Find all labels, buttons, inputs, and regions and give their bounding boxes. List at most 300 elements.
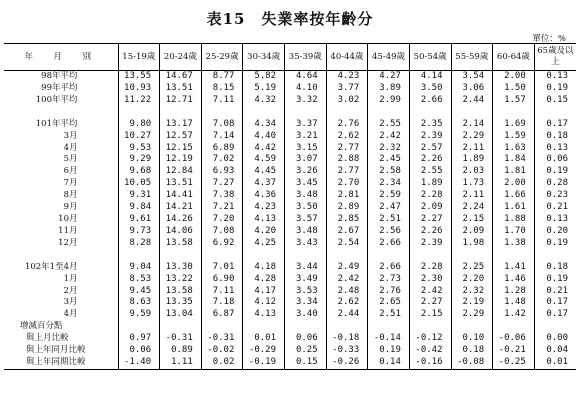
table-cell: 2.03 <box>451 166 493 178</box>
table-cell: 0.01 <box>243 333 285 345</box>
table-cell: 4.27 <box>368 71 410 83</box>
table-cell: 2.66 <box>368 262 410 274</box>
table-cell: 7.21 <box>201 202 243 214</box>
table-cell: 0.15 <box>285 357 327 369</box>
table-cell: 13.51 <box>160 178 202 190</box>
table-row <box>4 166 576 178</box>
table-cell <box>243 321 285 333</box>
header-year-month: 年 月 別 <box>4 44 118 71</box>
table-cell: 3.53 <box>285 286 327 298</box>
table-cell: 4.20 <box>243 226 285 238</box>
table-cell: 2.51 <box>368 309 410 321</box>
table-cell <box>201 321 243 333</box>
header-age-65-plus: 65歲及以上 <box>534 44 576 71</box>
table-cell: -0.08 <box>451 357 493 369</box>
table-cell: 13.35 <box>160 297 202 309</box>
table-cell: 2.81 <box>326 190 368 202</box>
table-cell: 1.50 <box>493 83 535 95</box>
table-cell: 6.93 <box>201 166 243 178</box>
table-cell: 10.93 <box>118 83 160 95</box>
header-age-45-49: 45-49歲 <box>368 44 410 71</box>
table-cell: 0.13 <box>534 214 576 226</box>
table-row <box>4 345 576 357</box>
table-cell: 2.25 <box>451 262 493 274</box>
table-cell: 0.19 <box>534 83 576 95</box>
table-cell: -0.31 <box>201 333 243 345</box>
table-cell: 1.89 <box>409 178 451 190</box>
table-row <box>4 274 576 286</box>
row-label: 8月 <box>63 190 78 201</box>
table-cell: 1.63 <box>493 143 535 155</box>
row-label: 4月 <box>63 142 78 153</box>
table-cell <box>285 107 327 119</box>
table-cell: 2.34 <box>368 178 410 190</box>
table-cell: 4.12 <box>243 297 285 309</box>
table-cell: 0.20 <box>534 226 576 238</box>
table-cell <box>368 107 410 119</box>
table-cell <box>243 107 285 119</box>
table-cell: 1.28 <box>493 286 535 298</box>
table-cell: 13.30 <box>160 262 202 274</box>
table-cell: 0.97 <box>118 333 160 345</box>
table-cell: 3.77 <box>326 83 368 95</box>
table-cell: 2.20 <box>451 274 493 286</box>
table-cell <box>118 107 160 119</box>
table-cell: 12.71 <box>160 95 202 107</box>
table-row <box>4 83 576 95</box>
table-cell: 2.27 <box>409 297 451 309</box>
table-cell <box>201 250 243 262</box>
table-cell <box>285 250 327 262</box>
table-cell: 2.11 <box>451 190 493 202</box>
table-cell: 0.14 <box>368 357 410 369</box>
table-cell: 3.02 <box>326 95 368 107</box>
table-cell: 3.45 <box>285 178 327 190</box>
table-cell: 3.40 <box>285 309 327 321</box>
table-cell <box>326 321 368 333</box>
table-cell: 0.02 <box>201 357 243 369</box>
table-cell: 2.35 <box>409 119 451 131</box>
table-cell: 3.07 <box>285 154 327 166</box>
table-cell: 2.09 <box>451 226 493 238</box>
table-cell: 2.28 <box>409 262 451 274</box>
table-cell: 0.89 <box>160 345 202 357</box>
table-row <box>4 309 576 321</box>
table-cell: 8.77 <box>201 71 243 83</box>
table-cell: 5.19 <box>243 83 285 95</box>
table-row <box>4 250 576 262</box>
table-cell: 4.23 <box>243 202 285 214</box>
table-cell: 9.45 <box>118 286 160 298</box>
table-cell: 2.14 <box>451 119 493 131</box>
table-cell <box>409 107 451 119</box>
table-cell <box>534 250 576 262</box>
table-cell <box>493 321 535 333</box>
table-cell: 12.84 <box>160 166 202 178</box>
table-cell: 4.10 <box>285 83 327 95</box>
table-cell: 4.32 <box>243 95 285 107</box>
table-row <box>4 333 576 345</box>
table-cell: 4.40 <box>243 131 285 143</box>
table-row <box>4 154 576 166</box>
table-cell <box>451 321 493 333</box>
table-cell: 0.13 <box>534 71 576 83</box>
table-cell: 9.73 <box>118 226 160 238</box>
table-cell: 2.56 <box>368 226 410 238</box>
table-cell: 4.64 <box>285 71 327 83</box>
table-cell: 2.28 <box>409 190 451 202</box>
table-cell: 13.04 <box>160 309 202 321</box>
table-cell: 3.48 <box>285 190 327 202</box>
table-cell: 2.54 <box>326 238 368 250</box>
table-row <box>4 178 576 190</box>
table-cell: -0.02 <box>201 345 243 357</box>
table-cell: 14.26 <box>160 214 202 226</box>
table-cell: 11.22 <box>118 95 160 107</box>
table-row <box>4 143 576 155</box>
table-cell: 6.90 <box>201 274 243 286</box>
table-cell: 8.53 <box>118 274 160 286</box>
row-label: 與上年同月比較 <box>26 345 86 356</box>
table-cell: 3.48 <box>285 226 327 238</box>
table-cell: 2.09 <box>409 202 451 214</box>
table-cell: 4.13 <box>243 309 285 321</box>
row-label: 11月 <box>58 225 78 236</box>
table-cell: 10.05 <box>118 178 160 190</box>
table-cell: 2.30 <box>409 274 451 286</box>
table-cell: 4.25 <box>243 238 285 250</box>
table-cell: 2.29 <box>451 309 493 321</box>
table-cell: 6.87 <box>201 309 243 321</box>
table-cell: 2.24 <box>451 202 493 214</box>
table-cell: -0.29 <box>243 345 285 357</box>
table-cell: 9.31 <box>118 190 160 202</box>
table-cell: 0.06 <box>285 333 327 345</box>
table-cell: 2.88 <box>326 154 368 166</box>
table-cell: -0.14 <box>368 333 410 345</box>
table-cell: 0.25 <box>285 345 327 357</box>
table-cell: -1.40 <box>118 357 160 369</box>
table-cell: 2.58 <box>368 166 410 178</box>
unit-note: 單位：% <box>532 34 566 44</box>
header-row <box>4 44 576 71</box>
row-label: 與上年同期比較 <box>4 357 118 369</box>
table-cell: 2.66 <box>368 238 410 250</box>
table-row <box>4 71 576 83</box>
table-cell: 2.26 <box>409 154 451 166</box>
table-cell: 2.42 <box>368 131 410 143</box>
table-cell: -0.16 <box>409 357 451 369</box>
table-cell: 1.46 <box>493 274 535 286</box>
table-cell: 0.01 <box>534 357 576 369</box>
table-cell: 4.17 <box>243 286 285 298</box>
table-cell: 0.19 <box>534 238 576 250</box>
table-cell: 2.76 <box>326 119 368 131</box>
row-label: 102年1至4月 <box>24 261 78 272</box>
table-cell: 4.14 <box>409 71 451 83</box>
table-cell: 1.57 <box>493 95 535 107</box>
table-cell: 1.81 <box>493 166 535 178</box>
table-cell: 0.28 <box>534 178 576 190</box>
table-cell: 3.21 <box>285 131 327 143</box>
table-cell: -0.19 <box>243 357 285 369</box>
table-cell <box>409 250 451 262</box>
table-cell: 0.19 <box>534 274 576 286</box>
table-cell: 1.48 <box>493 297 535 309</box>
table-title: 表15 失業率按年齡分 <box>206 10 374 28</box>
table-cell: 2.26 <box>409 226 451 238</box>
table-cell: 13.51 <box>160 83 202 95</box>
table-cell: 1.59 <box>493 131 535 143</box>
row-label: 增減百分點 <box>20 321 63 332</box>
table-cell <box>243 250 285 262</box>
table-cell: 2.00 <box>493 71 535 83</box>
table-cell: 0.18 <box>534 262 576 274</box>
table-cell: 0.10 <box>451 333 493 345</box>
table-cell <box>534 321 576 333</box>
table-cell: 2.15 <box>451 214 493 226</box>
header-age-20-24: 20-24歲 <box>160 44 202 71</box>
row-label: 98年平均 <box>41 71 78 81</box>
table-cell <box>160 250 202 262</box>
table-row <box>4 297 576 309</box>
table-cell: 3.49 <box>285 274 327 286</box>
header-age-40-44: 40-44歲 <box>326 44 368 71</box>
table-cell: 0.18 <box>534 131 576 143</box>
table-row <box>4 131 576 143</box>
table-cell: -0.26 <box>326 357 368 369</box>
table-cell: 2.62 <box>326 131 368 143</box>
table-cell: 13.55 <box>118 71 160 83</box>
table-cell: 13.17 <box>160 119 202 131</box>
table-cell: 2.44 <box>451 95 493 107</box>
row-label <box>4 107 118 119</box>
table-cell: 0.04 <box>534 345 576 357</box>
table-cell <box>368 250 410 262</box>
table-cell <box>368 321 410 333</box>
row-label: 100年平均 <box>35 94 78 105</box>
table-cell <box>118 250 160 262</box>
table-cell: 0.23 <box>534 190 576 202</box>
table-cell: 7.18 <box>201 297 243 309</box>
table-cell: 3.26 <box>285 166 327 178</box>
table-cell: 4.42 <box>243 143 285 155</box>
table-cell: 0.06 <box>118 345 160 357</box>
table-cell: 6.92 <box>201 238 243 250</box>
table-cell: 7.14 <box>201 131 243 143</box>
table-cell: 14.67 <box>160 71 202 83</box>
table-cell: 14.06 <box>160 226 202 238</box>
table-row <box>4 357 576 369</box>
table-cell: 1.61 <box>493 202 535 214</box>
table-cell: 8.28 <box>118 238 160 250</box>
table-cell: 2.70 <box>326 178 368 190</box>
table-cell: 3.50 <box>409 83 451 95</box>
table-cell: 3.54 <box>451 71 493 83</box>
table-row <box>4 202 576 214</box>
table-cell: 9.68 <box>118 166 160 178</box>
table-cell: 4.13 <box>243 214 285 226</box>
table-cell: 1.84 <box>493 154 535 166</box>
table-cell: -0.12 <box>409 333 451 345</box>
table-cell: 3.89 <box>368 83 410 95</box>
table-cell <box>285 321 327 333</box>
table-cell: 1.41 <box>493 262 535 274</box>
table-cell: -0.25 <box>493 357 535 369</box>
table-cell: 0.00 <box>534 333 576 345</box>
table-cell: 0.17 <box>534 297 576 309</box>
table-cell: 2.44 <box>326 309 368 321</box>
table-cell: 2.49 <box>326 262 368 274</box>
table-cell: 0.06 <box>534 154 576 166</box>
table-cell <box>534 107 576 119</box>
table-cell: 2.39 <box>409 238 451 250</box>
table-cell: 2.51 <box>368 214 410 226</box>
header-age-50-54: 50-54歲 <box>409 44 451 71</box>
table-cell: 2.11 <box>451 143 493 155</box>
table-cell: 1.88 <box>493 214 535 226</box>
table-cell: 2.62 <box>326 297 368 309</box>
table-cell: 1.69 <box>493 119 535 131</box>
table-cell: 9.80 <box>118 119 160 131</box>
table-cell: 7.08 <box>201 119 243 131</box>
table-cell: 3.57 <box>285 214 327 226</box>
table-cell: 3.43 <box>285 238 327 250</box>
row-label: 9月 <box>63 202 78 213</box>
table-cell: 0.17 <box>534 119 576 131</box>
table-cell <box>326 107 368 119</box>
table-cell <box>201 107 243 119</box>
table-cell: 0.18 <box>451 345 493 357</box>
table-cell: 2.29 <box>451 131 493 143</box>
table-cell: 9.29 <box>118 154 160 166</box>
table-cell: 0.19 <box>534 166 576 178</box>
table-cell: 0.21 <box>534 286 576 298</box>
table-cell: 3.44 <box>285 262 327 274</box>
table-cell: 7.38 <box>201 190 243 202</box>
table-cell: 13.58 <box>160 238 202 250</box>
table-cell: 2.99 <box>368 95 410 107</box>
row-label: 99年平均 <box>41 82 78 93</box>
table-cell: 5.82 <box>243 71 285 83</box>
table-cell: 1.98 <box>451 238 493 250</box>
table-cell: 14.41 <box>160 190 202 202</box>
table-cell: 2.67 <box>326 226 368 238</box>
table-cell: 3.50 <box>285 202 327 214</box>
table-cell <box>160 321 202 333</box>
table-cell: 1.70 <box>493 226 535 238</box>
row-label <box>4 250 118 262</box>
table-cell: 12.15 <box>160 143 202 155</box>
table-cell: 1.42 <box>493 309 535 321</box>
table-cell: -0.18 <box>326 333 368 345</box>
table-cell: 2.42 <box>409 286 451 298</box>
table-cell: 4.34 <box>243 119 285 131</box>
table-cell: 2.59 <box>368 190 410 202</box>
table-cell: 2.55 <box>409 166 451 178</box>
header-age-25-29: 25-29歲 <box>201 44 243 71</box>
row-label: 4月 <box>63 309 78 320</box>
table-cell: 4.37 <box>243 178 285 190</box>
table-cell: 8.15 <box>201 83 243 95</box>
table-cell: 4.28 <box>243 274 285 286</box>
table-cell: 4.18 <box>243 262 285 274</box>
table-cell <box>451 107 493 119</box>
table-cell: 2.66 <box>409 95 451 107</box>
table-cell: 2.73 <box>368 274 410 286</box>
row-label: 7月 <box>63 178 78 189</box>
table-cell: 4.36 <box>243 190 285 202</box>
table-row <box>4 238 576 250</box>
table-row <box>4 107 576 119</box>
table-cell: 7.27 <box>201 178 243 190</box>
table-cell: 0.13 <box>534 143 576 155</box>
table-cell: 1.89 <box>451 154 493 166</box>
table-cell: 4.59 <box>243 154 285 166</box>
table-cell: 14.21 <box>160 202 202 214</box>
table-cell: 7.08 <box>201 226 243 238</box>
header-age-55-59: 55-59歲 <box>451 44 493 71</box>
table-cell: 1.66 <box>493 190 535 202</box>
header-age-35-39: 35-39歲 <box>285 44 327 71</box>
table-cell: 9.61 <box>118 214 160 226</box>
table-cell: 7.02 <box>201 154 243 166</box>
table-cell: 3.15 <box>285 143 327 155</box>
table-cell: 9.53 <box>118 143 160 155</box>
table-cell <box>160 107 202 119</box>
table-cell: 2.42 <box>326 274 368 286</box>
unemployment-table <box>4 43 576 370</box>
table-cell: 8.63 <box>118 297 160 309</box>
table-cell: 2.65 <box>368 297 410 309</box>
table-cell: 0.21 <box>534 202 576 214</box>
table-row <box>4 321 576 333</box>
table-cell: 3.34 <box>285 297 327 309</box>
table-cell: 4.23 <box>326 71 368 83</box>
header-age-60-64: 60-64歲 <box>493 44 535 71</box>
row-label: 10月 <box>58 213 78 224</box>
table-cell: 3.06 <box>451 83 493 95</box>
table-cell: 2.32 <box>368 143 410 155</box>
table-cell: -0.21 <box>493 345 535 357</box>
table-cell: 0.15 <box>534 95 576 107</box>
table-cell <box>326 250 368 262</box>
row-label: 101年平均 <box>35 118 78 129</box>
table-row <box>4 262 576 274</box>
table-cell: -0.33 <box>326 345 368 357</box>
row-label: 與上月比較 <box>26 333 69 344</box>
header-age-30-34: 30-34歲 <box>243 44 285 71</box>
table-cell: 1.11 <box>160 357 202 369</box>
table-cell: 2.27 <box>409 214 451 226</box>
table-cell: 2.57 <box>409 143 451 155</box>
row-label: 1月 <box>63 273 78 284</box>
table-cell: -0.06 <box>493 333 535 345</box>
table-cell: 2.76 <box>368 286 410 298</box>
table-cell: 2.19 <box>451 297 493 309</box>
table-cell: 2.85 <box>326 214 368 226</box>
table-cell: 2.48 <box>326 286 368 298</box>
table-cell: 9.04 <box>118 262 160 274</box>
table-cell: -0.42 <box>409 345 451 357</box>
table-row <box>4 214 576 226</box>
table-row <box>4 190 576 202</box>
row-label: 12月 <box>58 237 78 248</box>
table-cell: 6.89 <box>201 143 243 155</box>
table-row <box>4 95 576 107</box>
table-cell: 3.37 <box>285 119 327 131</box>
row-label: 3月 <box>63 130 78 141</box>
